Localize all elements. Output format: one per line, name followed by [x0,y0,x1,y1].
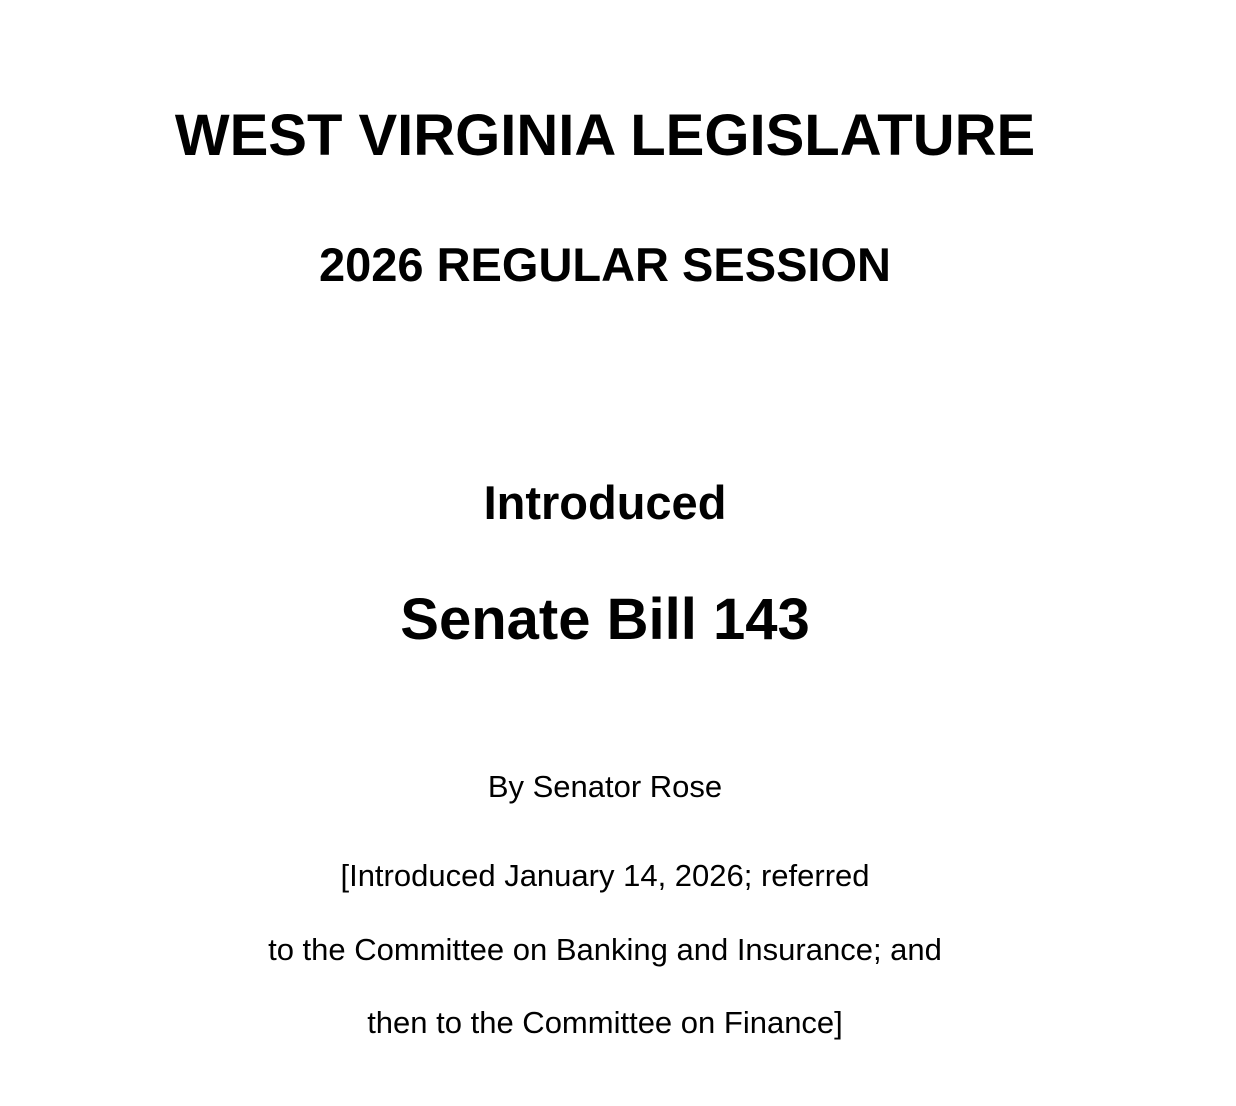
referral-line-1: [Introduced January 14, 2026; referred [340,858,870,893]
bill-status: Introduced [483,476,727,529]
session-heading: 2026 REGULAR SESSION [318,238,891,291]
referral-line-3: then to the Committee on Finance] [367,1005,843,1040]
referral-line-2: to the Committee on Banking and Insurance; and [268,932,942,967]
bill-title: Senate Bill 143 [400,587,810,652]
bill-sponsor: By Senator Rose [487,769,723,804]
legislature-heading: WEST VIRGINIA LEGISLATURE [174,103,1036,168]
